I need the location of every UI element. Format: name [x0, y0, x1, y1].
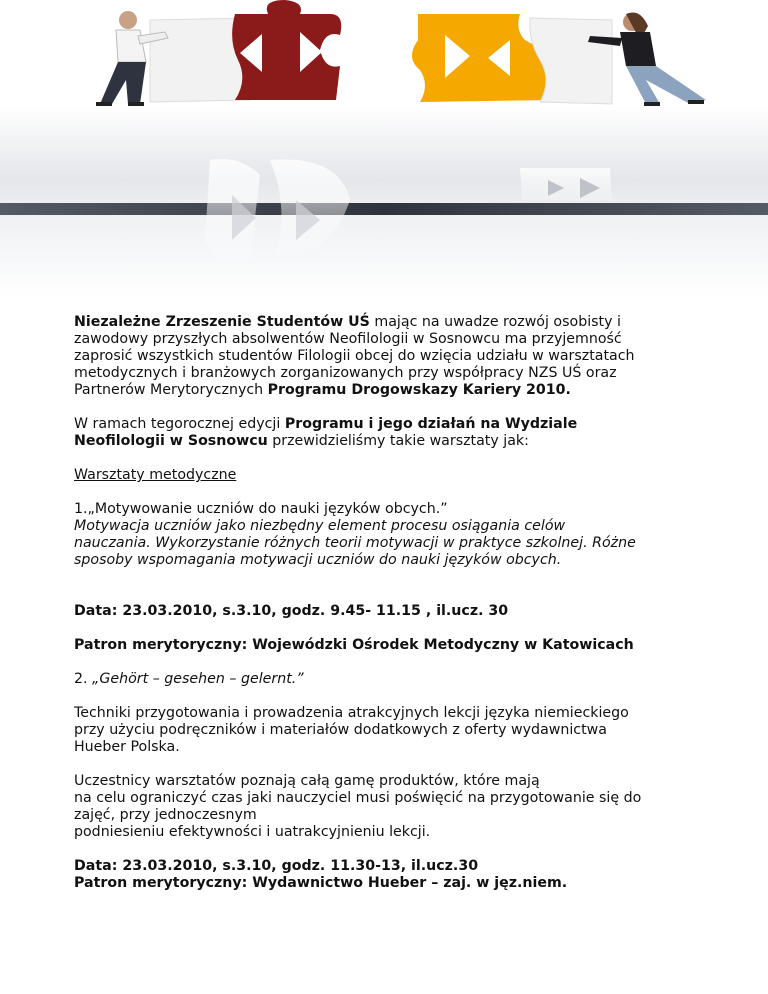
workshop2-title: 2. „Gehört – gesehen – gelernt.”	[74, 671, 304, 687]
workshop2-date: Data: 23.03.2010, s.3.10, godz. 11.30-13, il.ucz.30	[74, 858, 479, 874]
workshop1-patron: Patron merytoryczny: Wojewódzki Ośrodek Metodyczny w Katowicach	[74, 637, 634, 653]
workshop1-title: 1.„Motywowanie uczniów do nauki języków obcych.”	[74, 501, 448, 517]
workshop1-description: Motywacja uczniów jako niezbędny element procesu osiągania celów nauczania. Wykorzystanie różnych teorii motywacji w praktyce szkolnej. Różne sposoby wspomagania motywacji uczniów do nauki języków obcych.	[74, 518, 636, 568]
workshop2-patron: Patron merytoryczny: Wydawnictwo Hueber – zaj. w jęz.niem.	[74, 875, 568, 891]
program-name: Programu Drogowskazy Kariery 2010.	[267, 382, 571, 398]
edition-paragraph: W ramach tegorocznej edycji Programu i jego działań na Wydziale Neofilologii w Sosnowcu przewidzieliśmy takie warsztaty jak:	[74, 416, 578, 449]
puzzle-reflection-right	[520, 168, 612, 200]
document-body	[74, 314, 704, 892]
organization-name: Niezależne Zrzeszenie Studentów UŚ	[74, 314, 370, 330]
header-banner-image	[0, 0, 768, 300]
intro-paragraph: Niezależne Zrzeszenie Studentów UŚ mając na uwadze rozwój osobisty i zawodowy przyszłych absolwentów Neofilologii w Sosnowcu ma przyjemność zaprosić wszystkich studentów Filologii obcej do wzięcia udziału w warsztatach metodycznych i branżowych zorganizowanych przy współpracy NZS UŚ oraz Partnerów Merytorycznych Programu Drogowskazy Kariery 2010.	[74, 314, 635, 398]
workshop1-date: Data: 23.03.2010, s.3.10, godz. 9.45- 11.15 , il.ucz. 30	[74, 603, 509, 619]
workshop2-description: Techniki przygotowania i prowadzenia atrakcyjnych lekcji języka niemieckiego przy użyciu podręczników i materiałów dodatkowych z oferty wydawnictwa Hueber Polska.	[74, 705, 629, 755]
section-heading: Warsztaty metodyczne	[74, 467, 237, 483]
workshop2-participants: Uczestnicy warsztatów poznają całą gamę produktów, które mają na celu ograniczyć czas jaki nauczyciel musi poświęcić na przygotowanie się do zajęć, przy jednoczesnym podniesieniu efektywności i uatrakcyjnieniu lekcji.	[74, 773, 642, 840]
